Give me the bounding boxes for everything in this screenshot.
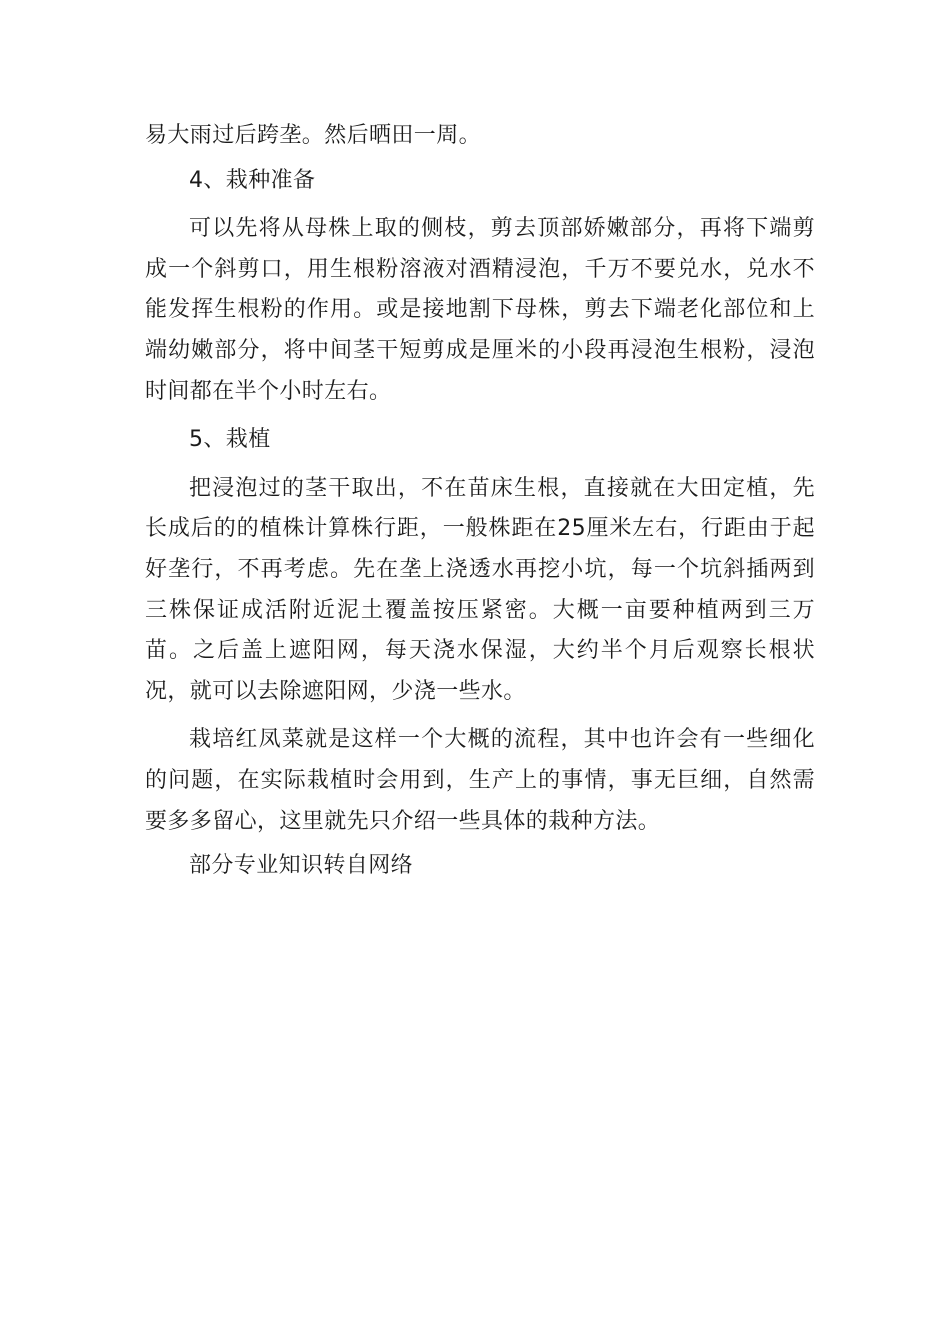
section-heading-planting: 5、栽植 [189, 427, 271, 453]
paragraph-planting-preparation: 可以先将从母株上取的侧枝，剪去顶部娇嫩部分，再将下端剪成一个斜剪口，用生根粉溶液对酒精浸泡，千万不要兑水，兑水不能发挥生根粉的作用。或是接地割下母株，剪去下端老化部位和上端幼嫩部分，将中间茎干短剪成是厘米的小段再浸泡生根粉，浸泡时间都在半个小时左右。 [145, 216, 815, 404]
document-body [145, 116, 815, 887]
paragraph-continuation: 易大雨过后跨垄。然后晒田一周。 [145, 123, 482, 148]
section-heading-planting-preparation: 4、栽种准备 [189, 167, 316, 193]
paragraph-summary: 栽培红凤菜就是这样一个大概的流程，其中也许会有一些细化的问题，在实际栽植时会用到，生产上的事情，事无巨细，自然需要多多留心，这里就先只介绍一些具体的栽种方法。 [145, 727, 815, 834]
paragraph-source-note: 部分专业知识转自网络 [189, 853, 414, 879]
paragraph-planting: 把浸泡过的茎干取出，不在苗床生根，直接就在大田定植，先长成后的的植株计算株行距，一般株距在25厘米左右，行距由于起好垄行，不再考虑。先在垄上浇透水再挖小坑，每一个坑斜插两到三株保证成活附近泥土覆盖按压紧密。大概一亩要种植两到三万苗。之后盖上遮阳网，每天浇水保湿，大约半个月后观察长根状况，就可以去除遮阳网，少浇一些水。 [145, 475, 815, 704]
